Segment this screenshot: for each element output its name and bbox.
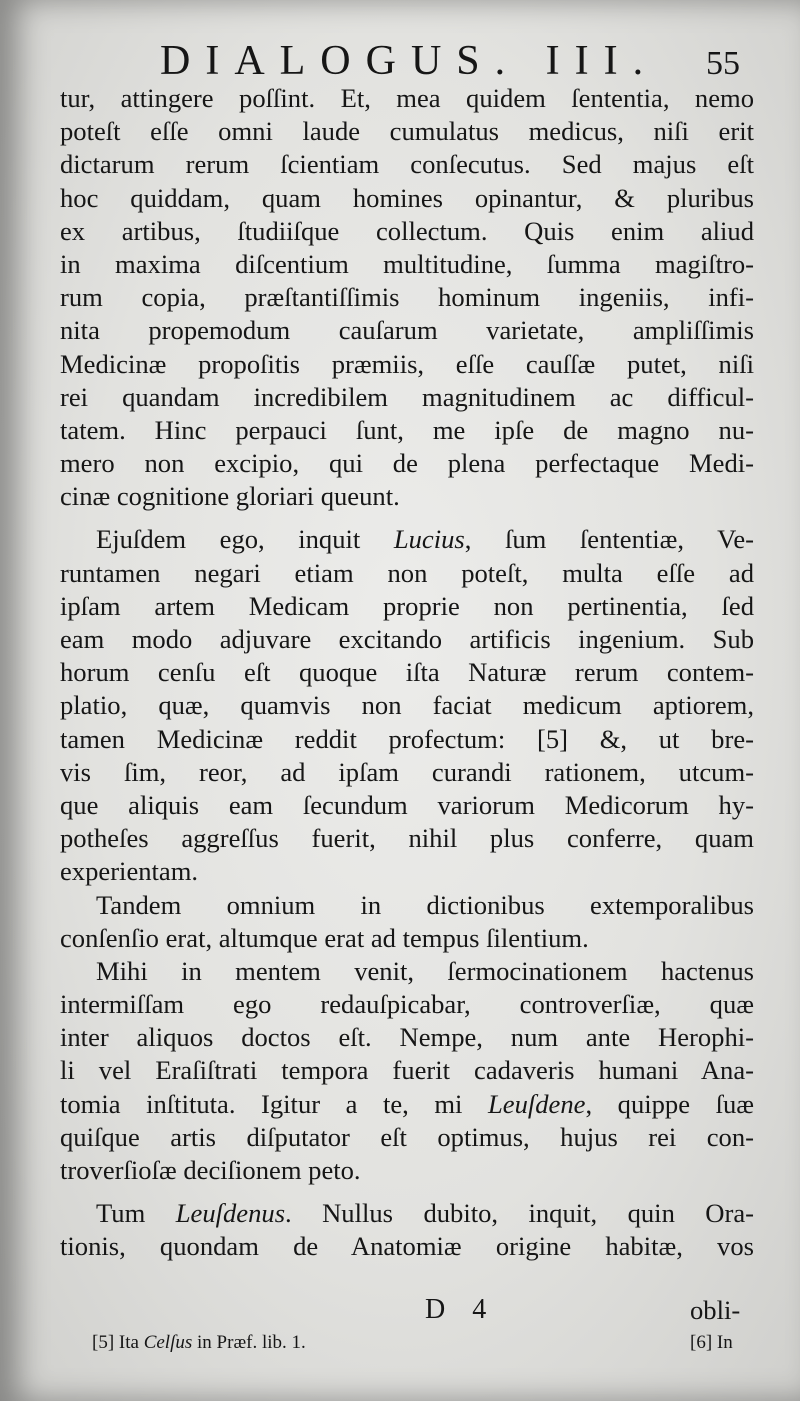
running-head <box>0 38 800 84</box>
text-line: potheſes aggreſſus fuerit, nihil plus conferre, quam <box>60 823 754 854</box>
text-line: inter aliquos doctos eſt. Nempe, num ante Herophi- <box>60 1022 754 1053</box>
paragraph-end-line: cinæ cognitione gloriari queunt. <box>60 481 400 512</box>
signature-mark: D 4 <box>425 1294 497 1325</box>
text-line: dictarum rerum ſcientiam conſecutus. Sed majus eſt <box>60 149 754 180</box>
text-line: platio, quæ, quamvis non faciat medicum aptiorem, <box>60 690 754 721</box>
footnote-5: [5] Ita Celſus in Præf. lib. 1. <box>92 1332 306 1353</box>
text-line: eam modo adjuvare excitando artificis ingenium. Sub <box>60 624 754 654</box>
paragraph-start-line: Ejuſdem ego, inquit Lucius, ſum ſententiæ, Ve- <box>96 524 755 555</box>
text-line: intermiſſam ego redauſpicabar, controverſiæ, quæ <box>60 989 754 1020</box>
text-line: vis ſim, reor, ad ipſam curandi rationem, utcum- <box>60 756 754 787</box>
text-line: rum copia, præſtantiſſimis hominum ingeniis, infi- <box>60 282 754 313</box>
text-line: runtamen negari etiam non poteſt, multa eſſe ad <box>60 557 754 588</box>
signature-row <box>0 1293 800 1327</box>
text-line: mero non excipio, qui de plena perfectaque Medi- <box>60 448 754 479</box>
catchword: obli- <box>690 1295 741 1325</box>
text-line: hoc quiddam, quam homines opinantur, & pluribus <box>60 182 754 213</box>
text-line: ex artibus, ſtudiiſque collectum. Quis enim aliud <box>60 215 754 246</box>
text-line: tatem. Hinc perpauci ſunt, me ipſe de magno nu- <box>60 414 754 445</box>
text-line: Medicinæ propoſitis præmiis, eſſe cauſſæ putet, niſi <box>60 348 754 379</box>
text-line: que aliquis eam ſecundum variorum Medicorum hy- <box>60 789 754 820</box>
text-line: horum cenſu eſt quoque iſta Naturæ rerum contem- <box>60 657 754 688</box>
text-line: rei quandam incredibilem magnitudinem ac difficul- <box>60 381 754 412</box>
paragraph-end-line: experientam. <box>60 856 199 887</box>
page-number: 55 <box>706 45 740 82</box>
text-line: tur, attingere poſſint. Et, mea quidem ſententia, nemo <box>60 83 754 113</box>
text-line: li vel Eraſiſtrati tempora fuerit cadaveris humani Ana- <box>60 1055 754 1086</box>
paragraph-end-line: conſenſio erat, altumque erat ad tempus ſilentium. <box>60 922 589 953</box>
text-line: poteſt eſſe omni laude cumulatus medicus, niſi erit <box>60 116 754 147</box>
paragraph-start-line: Mihi in mentem venit, ſermocinationem hactenus <box>96 955 754 986</box>
text-line: quiſque artis diſputator eſt optimus, hujus rei con- <box>60 1121 754 1152</box>
text-line: tomia inſtituta. Igitur a te, mi Leuſdene, quippe ſuæ <box>60 1088 754 1119</box>
body-text <box>60 82 754 1264</box>
paragraph-start-line: Tum Leuſdenus. Nullus dubito, inquit, quin Ora- <box>96 1198 754 1229</box>
footnote-6: [6] In <box>690 1332 733 1353</box>
paragraph-end-line: troverſioſæ deciſionem peto. <box>60 1155 361 1185</box>
text-line: ipſam artem Medicam proprie non pertinentia, ſed <box>60 590 754 621</box>
text-line: in maxima diſcentium multitudine, ſumma magiſtro- <box>60 248 754 279</box>
text-line: tamen Medicinæ reddit profectum: [5] &, ut bre- <box>60 723 754 754</box>
text-line: nita propemodum cauſarum varietate, ampliſſimis <box>60 315 754 346</box>
footnotes <box>0 1328 800 1358</box>
text-line: tionis, quondam de Anatomiæ origine habitæ, vos <box>60 1231 754 1262</box>
running-title: DIALOGUS. III. <box>160 38 659 84</box>
paragraph-start-line: Tandem omnium in dictionibus extemporalibus <box>96 889 754 920</box>
